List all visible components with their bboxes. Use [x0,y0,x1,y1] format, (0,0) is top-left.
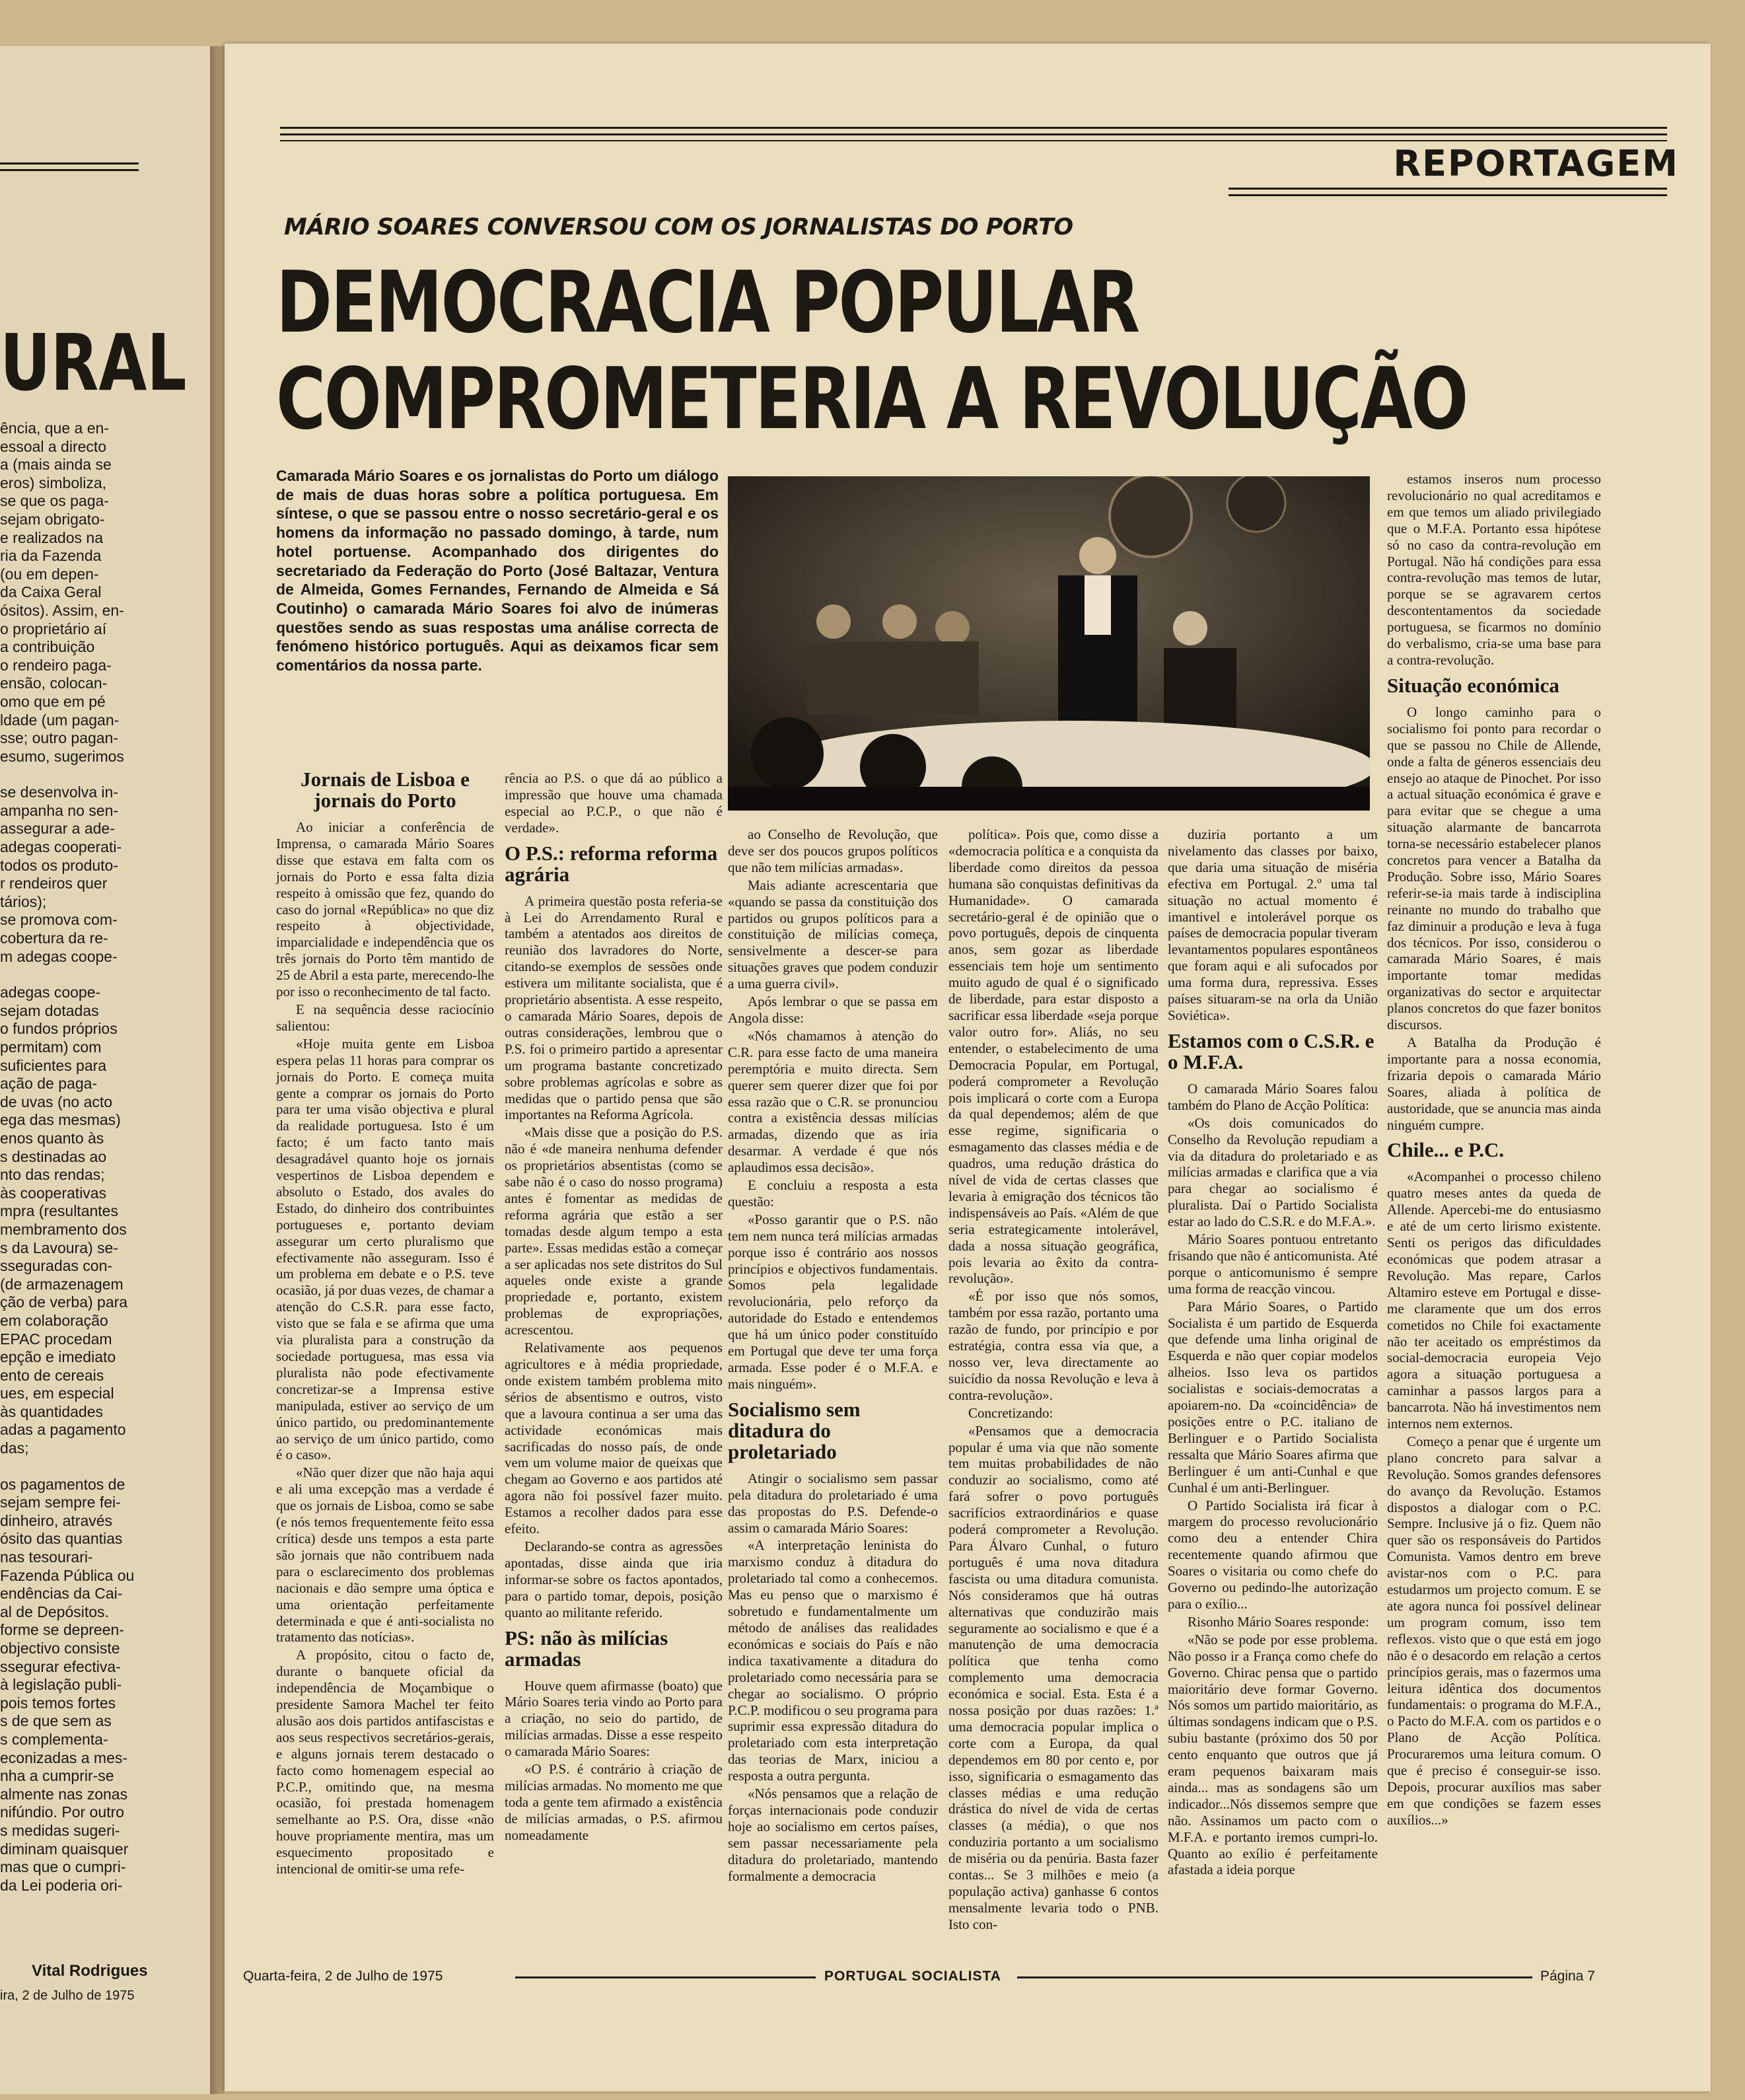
header-rule [280,127,1667,129]
text-line: a (mais ainda se [0,456,112,474]
section-label: REPORTAGEM [1393,143,1679,184]
text-line: al de Depósitos. [0,1603,109,1620]
text-line: enos quanto às [0,1129,104,1147]
text-line: essoal a directo [0,437,107,455]
column-3 [728,826,938,1885]
text-line: s da Lavoura) se- [0,1239,118,1256]
column-body [948,826,1158,1933]
text-line: adegas coope- [0,984,101,1001]
text-line: objectivo consiste [0,1640,120,1657]
divider [0,169,139,171]
text-line: ria da Fazenda [0,547,102,565]
text-line: assegurar a ade- [0,820,115,838]
column-body [1387,1169,1601,1828]
paragraph: estamos inseros num processo revolucionário no qual acreditamos e em que temos um aliado privilegiado que o M.F.A. Portanto essa hipótese só no caso da contra-revolução em Portugal. Não há condições para essa contra-revolução mas temos de lutar, porque se se agravarem certos descontentamentos da sociedade portuguesa, se ficarmos no domínio do verbalismo, cria-se uma base para a contra-revolução. [1387,471,1601,668]
text-line: suficientes para [0,1056,107,1074]
left-date: ira, 2 de Julho de 1975 [0,1988,135,2003]
footer-rule [515,1976,816,1978]
paragraph: Ao iniciar a conferência de Imprensa, o camarada Mário Soares disse que estava em falta com os jornais do Porto e essa falta dizia respeito à omissão que fez, quando do caso do jornal «República» no que diz respeito à objectividade, imparcialidade e independência que os três jornais do Porto têm mantido de 25 de Abril a esta parte, merecendo-lhe por isso o reconhecimento de tal facto. [276,819,494,1000]
paragraph: «Não quer dizer que não haja aqui e ali uma excepção mas a verdade é que os jornais de Lisboa, como se sabe (e nós temos frequentemente feito essa crítica) desde uns tempos a esta parte são jornais que não contribuem nada para o esclarecimento dos problemas nacionais e dão sempre uma óptica e uma orientação perfeitamente determinada e que é anti-socialista no tratamento das notícias». [276,1465,494,1646]
paragraph: «Os dois comunicados do Conselho da Revolução repudiam a via da ditadura do proletariado e as milícias armadas e clarifica que a via para chegar ao socialismo é pluralista. Daí o Partido Socialista estar ao lado do C.S.R. e do M.F.A.». [1168,1114,1378,1230]
paragraph: Relativamente aos pequenos agricultores e à média propriedade, onde existem também problema mito sérios de absentismo e outros, visto que a lavoura continua a ser uma das actividade económicas mais sacrificadas do nosso país, de onde vem um volume maior de queixas que chegam ao Governo e aos partidos até agora não foi possível fazer muito. Estamos a recolher dados para esse efeito. [505,1340,723,1537]
footer-page-number: Página 7 [1540,1969,1595,1984]
text-line: m adegas coope- [0,947,118,965]
column-2 [505,770,723,1845]
text-line: sejam dotadas [0,1001,99,1019]
left-headline: URAL [0,317,187,408]
text-line: ampanha no sen- [0,801,119,819]
text-line: EPAC procedam [0,1330,112,1348]
text-line: eros) simboliza, [0,474,107,491]
footer-date: Quarta-feira, 2 de Julho de 1975 [243,1969,443,1984]
newspaper-page [225,44,1711,2091]
text-line: ção de verba) para [0,1293,128,1311]
paragraph: Risonho Mário Soares responde: [1188,1613,1369,1630]
subheading: Jornais de Lisboa e jornais do Porto [301,768,470,812]
paragraph: A propósito, citou o facto de, durante o banquete oficial da independência de Moçambique o presidente Samora Machel ter feito alusão aos dois partidos antifascistas e aos seus respectivos secretários-gerais, e alguns jornais terem destacado o facto como homenagem especial ao P.C.P., omitindo que, na mesma ocasião, foi prestada homenagem semelhante ao P.S. Ora, disse «não houve propriamente mentira, mas um esquecimento propositado e intencional de omitir-se uma refe- [276,1647,494,1877]
paragraph: «Mais disse que a posição do P.S. não é «de maneira nenhuma defender os proprietários absentistas (como se sabe não é o caso do nosso programa) antes é fomentar as medidas de reforma agrária que estão a ser tomadas desde algum tempo a esta parte». Essas medidas estão a começar a ser aplicadas nos sete distritos do Sul aqueles onde existe a grande propriedade e, portanto, existem problemas de expropriações, acrescentou. [505,1124,723,1338]
text-line: r rendeiros quer [0,875,108,892]
lede: Camarada Mário Soares e os jornalistas do Porto um diálogo de mais de duas horas sobre a política portuguesa. Em síntese, o que se passou entre o nosso secretário-geral e os homens da informação no passado domingo, à tarde, num hotel portuense. Acompanhado dos dirigentes do secretariado da Federação do Porto (José Baltazar, Ventura de Almeida, Gomes Fernandes, Fernando de Almeida e Sá Coutinho) o camarada Mário Soares foi alvo de inúmeras questões sendo as suas respostas uma análise correcta de fenómeno histórico português. Aqui as deixamos ficar sem comentários da nossa parte. [276,467,719,674]
column-body [1168,1081,1378,1879]
text-line: ssegurar efectiva- [0,1657,121,1675]
header-rule [280,140,1667,141]
column-5 [1168,826,1378,1879]
column-body [276,819,494,1877]
paragraph: Para Mário Soares, o Partido Socialista é um partido de Esquerda que defende uma linha original de Esquerda e não quer copiar modelos alheios. Isso leva os partidos socialistas e sociais-democratas a apoiarem-no. Da «coincidência» de posições entre o P.C. italiano de Berlinguer e o Partido Socialista ressalta que Mário Soares afirma que Berlinguer é um anti-Cunhal e que Cunhal é um anti-Berlinguer. [1168,1298,1378,1496]
subheading: PS: não às milícias armadas [505,1626,668,1671]
text-line: sejam sempre fei- [0,1494,121,1511]
headline [276,255,1467,448]
paragraph: política». Pois que, como disse a «democracia política e a conquista da liberdade como direitos da pessoa humana são conquistas definitivas da Humanidade». O camarada secretário-geral é de opinião que o povo português, depois de cinquenta anos, sem gozar as liberdade essenciais tem hoje um sentimento muito agudo de qual é o significado de liberdade, para estar disposto a sacrificar essa liberdade «seja porque valor outro for». Aliás, no seu entender, o estabelecimento de uma Democracia Popular, em Portugal, poderá comprometer a Revolução pois implicará o corte com a Europa da qual dependemos; além de que esse regime, significaria o esmagamento das classes média e de quadros, uma redução drástica do nível de vida de certas classes que levaria à emigração dos técnicos tão indispensáveis ao País. «Além de que seria estrategicamente intolerável, dada a nossa situação geográfica, pois levaria ao êxito da contra-revolução». [948,826,1158,1287]
text-line: e realizados na [0,528,103,546]
text-line: tários); [0,892,47,910]
paragraph: «Nós chamamos à atenção do C.R. para esse facto de uma maneira peremptória e muito directa. Sem querer sem querer dizer que foi por essa razão que o C.R. se pronunciou contra a existência dessas milícias armadas, dizendo que as iria desarmar. A verdade é que nós aplaudimos essa decisão». [728,1027,938,1176]
text-line: à legislação publi- [0,1676,122,1694]
text-line: adas a pagamento [0,1421,126,1439]
text-line: a contribuição [0,638,95,656]
text-line: epção e imediato [0,1348,116,1366]
text-line: (ou em depen- [0,565,99,583]
paragraph: ao Conselho de Revolução, que deve ser dos poucos grupos políticos que não tem milícias armadas». [728,826,938,875]
column-6 [1387,471,1601,1830]
paragraph: «O P.S. é contrário à criação de milícias armadas. No momento me que toda a gente tem afirmado a existência de milícias armadas, o P.S. afirmou nomeadamente [505,1761,723,1843]
paragraph: Concretizando: [968,1404,1053,1421]
text-line: econizadas a mes- [0,1749,128,1766]
subheading: Estamos com o C.S.R. e o M.F.A. [1168,1029,1374,1073]
column-body [1168,826,1378,1024]
text-line: se desenvolva in- [0,783,118,801]
text-line: s destinadas ao [0,1147,107,1165]
paragraph: duziria portanto a um nivelamento das classes por baixo, que daria uma situação de miséria efectiva em Portugal. 2.º uma tal situação no actual momento é imantivel e intolerável porque os países de democracia popular tiveram levantamentos populares espontâneos que foram aqui e ali sufocados por uma forma dura, repressiva. Esses países situaram-se na orla da União Soviética». [1168,826,1378,1023]
text-line: ento de cereais [0,1366,104,1384]
paragraph: Após lembrar o que se passa em Angola disse: [728,994,938,1026]
text-line: dinheiro, através [0,1511,113,1529]
left-page [0,46,211,2094]
text-line: pois temos fortes [0,1694,116,1712]
text-line: forme se depreen- [0,1621,124,1639]
paragraph: A primeira questão posta referia-se à Lei do Arrendamento Rural e também a atentados aos direitos de reunião dos lavradores do Norte, citando-se exemplos de sessões onde estivera um militante socialista, que é proprietário absentista. A esse respeito, o camarada Mário Soares, depois de outras considerações, lembrou que o P.S. foi o primeiro partido a apresentar um programa bastante concretizado sobre problemas agrícolas e sobre as medidas que o partido pensa que são importantes na Reforma Agrícola. [505,892,723,1123]
headline-line: DEMOCRACIA POPULAR [276,254,1139,352]
paragraph: O longo caminho para o socialismo foi ponto para recordar o que se passou no Chile de Allende, onde a falta de géneros essenciais deu ensejo ao ataque de Pinochet. Por isso a actual situação económica é grave e para evitar que se chegue a uma situação alarmante de bancarrota torna-se necessário estabelecer planos concretos para vencer a Batalha da Produção. Sobre isso, Mário Soares referir-se-ia mais tarde à indisciplina reinante no mundo do trabalho que faz diminuir a produção e leva à fuga dos técnicos. Por isso, considerou o camarada Mário Soares, é mais importante tomar medidas organizativas do sector e arquitectar planos concretos do que fazer bonitos discursos. [1387,704,1601,1033]
paragraph: A Batalha da Produção é importante para a nossa economia, frizaria depois o camarada Mário Soares, aliada à política de austoridade, que se anuncia mas ainda ninguém cumpre. [1387,1034,1601,1133]
text-line: nifúndio. Por outro [0,1803,124,1821]
text-line: diminam quaisquer [0,1840,129,1858]
paragraph: Mais adiante acrescentaria que «quando se passa da constituição dos partidos ou grupos políticos para a constituição de milícias começa, sensivelmente a descer-se para situações graves que podem conduzir a uma guerra civil». [728,877,938,992]
text-line: da Lei poderia ori- [0,1876,123,1894]
column-body [1387,471,1601,669]
paragraph: Houve quem afirmasse (boato) que Mário Soares teria vindo ao Porto para a criação, no seio do partido, de milícias armadas. Disse a esse respeito o camarada Mário Soares: [505,1677,723,1760]
text-line: da Caixa Geral [0,583,102,601]
paragraph: Declarando-se contra as agressões apontadas, disse ainda que iria informar-se sobre os factos apontados, para o partido tomar, depois, posição quanto ao militante referido. [505,1538,723,1620]
text-line: ósitos). Assim, en- [0,601,124,619]
text-line: às cooperativas [0,1184,107,1202]
column-body [505,893,723,1621]
text-line: nto das rendas; [0,1166,105,1184]
text-line: nas tesourari- [0,1548,93,1566]
text-line: ência, que a en- [0,419,109,437]
paragraph: «Não se pode por esse problema. Não posso ir a França como chefe do Governo. Chirac pensa que o partido maioritário deve formar Governo. Nós somos um partido maioritário, as últimas sondagens indicam que o P.S. subiu bastante (próximo dos 50 por cento enquanto que outros que já eram pequenos baixaram mais ainda... mas as sondagens são um indicador...Nós dissemos sempre que não. Assinamos um pacto com o M.F.A. e portanto iremos cumpri-lo. Quanto ao exílio é perfeitamente afastada a ideia porque [1168,1631,1378,1878]
text-line: ldade (um pagan- [0,711,120,729]
text-line: em colaboração [0,1311,108,1329]
paragraph: E na sequência desse raciocínio salientou: [276,1001,494,1034]
text-line: ensão, colocan- [0,674,108,692]
paragraph: rência ao P.S. o que dá ao público a impressão que houve uma chamada especial ao P.C.P., o que não é verdade». [505,770,723,836]
text-line: ega das mesmas) [0,1111,121,1129]
text-line: endências da Cai- [0,1585,123,1603]
footer-publication: PORTUGAL SOCIALISTA [824,1969,1001,1984]
text-line: sseguradas con- [0,1257,113,1275]
text-line: omo que em pé [0,692,106,710]
left-author: Vital Rodrigues [32,1962,148,1980]
paragraph: «Pensamos que a democracia popular é uma via que não somente tem muitas probabilidades de não conduzir ao socialismo, como até fará sofrer o povo português sacrifícios extraordinários e quase poderá comprometer a Revolução. Para Álvaro Cunhal, o futuro português é uma nova ditadura fascista ou uma ditadura comunista. Nós consideramos que há outras alternativas que conduzirão mais seguramente ao socialismo e que é a manutenção de uma democracia política que tenha como complemento uma democracia económica e social. Esta. Esta é a nossa posição por duas razões: 1.ª uma democracia popular implica o corte com a Europa, da qual dependemos em 80 por cento e, por isso, significaria o esmagamento das classes médias e uma redução drástica do nível de vida de certas classes (a média), o que nos conduziria portanto a um socialismo de miséria ou da penúria. Basta fazer contas... Se 3 milhões e meio (a população activa) ganhasse 6 contos mensalmente levaria todo o PNB. Isto con- [948,1422,1158,1932]
text-line: ação de paga- [0,1075,98,1093]
left-body [0,419,144,1895]
paragraph: «Acompanhei o processo chileno quatro meses antes da queda de Allende. Apercebi-me do entusiasmo e até de um certo lirismo existente. Senti os perigos das dificuldades económicas que podem atrasar a Revolução. Mas repare, Carlos Altamiro esteve em Portugal e disse-me claramente que um dos erros cometidos no Chile foi exactamente não ter aceitado os empréstimos da social-democracia europeia Vejo agora a situação portuguesa a caminhar a passos largos para a bancarrota. Não há investimentos nem internos nem externos. [1387,1169,1601,1432]
paragraph: «A interpretação leninista do marxismo conduz à ditadura do proletariado tal como a conhecemos. Mas eu penso que o marxismo é sobretudo e fundamentalmente um método de análises das realidades económicas e sociais do País e não indica taxativamente a ditadura do proletariado como necessária para se chegar ao socialismo. O próprio P.C.P. modificou o seu programa para suprimir essa expressão ditadura do proletariado com esta interpretação das teorias de Marx, iniciou a resposta a outra pergunta. [728,1537,938,1784]
paragraph: «É por isso que nós somos, também por essa razão, portanto uma razão de fundo, por princípio e por estratégia, contra essa via que, a nosso ver, leva directamente ao suicídio da nossa Revolução e leva à contra-revolução». [948,1288,1158,1403]
paragraph: «Hoje muita gente em Lisboa espera pelas 11 horas para comprar os jornais do Porto. E começa muita gente a comprar os jornais do Porto para ter uma visão objectiva e plural da realidade portuguesa. Isto é um facto; é um facto tanto mais desagradável quanto hoje os jornais vespertinos de Lisboa dependem e absoluto o Estado, dos avales do Estado, do dinheiro dos contribuintes portugueses e, portanto deviam assegurar um certo pluralismo que efectivamente não asseguram. Isso é um problema em debate e o P.S. teve ocasião, já por duas vezes, de chamar a atenção do C.S.R. para esse facto, visto que se fala e se afirma que uma via pluralista para a construção da sociedade portuguesa, mas essa via pluralista não pode efectivamente concretizar-se a Imprensa estive manipulada, estiver ao serviço de um único partido, ou predominantemente ao serviço de um único partido, como é o caso». [276,1035,494,1463]
header-rule [280,133,1667,135]
text-line: mas que o cumpri- [0,1858,126,1876]
text-line: se que os paga- [0,492,109,510]
text-line: todos os produto- [0,856,119,874]
text-line: ósito das quantias [0,1530,123,1548]
headline-line: COMPROMETERIA A REVOLUÇÃO [276,350,1467,449]
text-line: os pagamentos de [0,1475,125,1493]
paragraph: Começo a penar que é urgente um plano concreto para salvar a Revolução. Somos grandes defensores do avanço da Revolução. Estamos dispostos a dialogar com o P.C. Sempre. Inclusive já o fiz. Quem não quer são os responsáveis do Partidos Comunista. Vamos dentro em breve avistar-nos com o P.C. para estudarmos um projecto comum. E se ate agora nunca foi possível delinear um program comum, isso tem reflexos. visto que o que está em jogo não é o desacordo em relação a certos princípios gerais, mas o fazermos uma leitura idêntica dos documentos fundamentais: o programa do M.F.A., o Pacto do M.F.A. com os partidos e o Plano de Acção Política. Procuraremos uma leitura comum. O que é preciso é conseguir-se isso. Depois, procurar auxílios mas saber em que condições se fazem esses auxílios...» [1387,1433,1601,1828]
paragraph: «Posso garantir que o P.S. não tem nem nunca terá milícias armadas porque isso é contrário aos nossos princípios e objectivos fundamentais. Somos pela legalidade revolucionária, pelo reforço da autoridade do Estado e entendemos que há um único poder constituído em Portugal que deve ter uma força armada. Esse poder é o M.F.A. e mais ninguém». [728,1211,938,1392]
text-line: s medidas sugeri- [0,1821,120,1839]
section-rule [1229,188,1667,190]
paragraph: O Partido Socialista irá ficar à margem do processo revolucionário como deu a entender Chira recentemente quando afirmou que Soares o visitaria ou como chefe do Governo ou pedindo-lhe autorização para o exílio... [1168,1497,1378,1612]
text-line: o rendeiro paga- [0,656,112,674]
text-line: o proprietário aí [0,620,107,637]
section-rule [1229,194,1667,196]
text-line: ues, em especial [0,1385,114,1402]
page-gutter [210,46,225,2094]
divider [0,163,139,164]
text-line: (de armazenagem [0,1275,124,1293]
column-body [728,826,938,1393]
paragraph: Mário Soares pontuou entretanto frisando que não é anticomunista. Até porque o anticomunismo é sempre uma forma de reacção vincou. [1168,1231,1378,1297]
column-body [728,1470,938,1885]
text-line: cobertura da re- [0,929,108,947]
text-line [0,1458,144,1476]
subheading: Situação económica [1387,673,1559,697]
subheading: O P.S.: reforma reforma agrária [505,841,718,886]
text-line [0,966,144,984]
text-line: membramento dos [0,1220,127,1238]
text-line: permitam) com [0,1038,102,1056]
photo [728,476,1370,811]
text-line: s complementa- [0,1730,108,1748]
text-line: de uvas (no acto [0,1093,113,1110]
column-body [505,1678,723,1844]
paragraph: «Nós pensamos que a relação de forças internacionais pode conduzir hoje ao socialismo em certos países, sem passar necessariamente pela ditadura do proletariado, mantendo formalmente a democracia [728,1786,938,1884]
column-1 [276,762,494,1879]
text-line: Fazenda Pública ou [0,1566,135,1584]
text-line [0,766,144,783]
text-line: mpra (resultantes [0,1202,118,1220]
kicker: MÁRIO SOARES CONVERSOU COM OS JORNALISTAS DO PORTO [284,214,1073,240]
text-line: às quantidades [0,1402,104,1420]
text-line: almente nas zonas [0,1785,128,1803]
subheading: Chile... e P.C. [1387,1138,1505,1162]
paragraph: E concluiu a resposta a esta questão: [728,1177,938,1210]
text-line: s de que sem as [0,1712,112,1730]
text-line: esumo, sugerimos [0,747,124,765]
subheading: Socialismo sem ditadura do proletariado [728,1397,861,1463]
text-line: sejam obrigato- [0,510,105,528]
text-line: das; [0,1439,29,1457]
paragraph: O camarada Mário Soares falou também do Plano de Acção Política: [1168,1080,1378,1113]
text-line: sse; outro pagan- [0,729,119,747]
paragraph: Atingir o socialismo sem passar pela ditadura do proletariado é uma das propostas do P.S. Defende-o assim o camarada Mário Soares: [728,1470,938,1536]
column-4 [948,826,1158,1934]
text-line: o fundos próprios [0,1020,118,1038]
text-line: adegas cooperati- [0,838,122,856]
text-line: se promova com- [0,911,118,929]
column-body [1387,704,1601,1134]
footer-rule [1017,1976,1532,1978]
text-line: nha a cumprir-se [0,1767,114,1785]
